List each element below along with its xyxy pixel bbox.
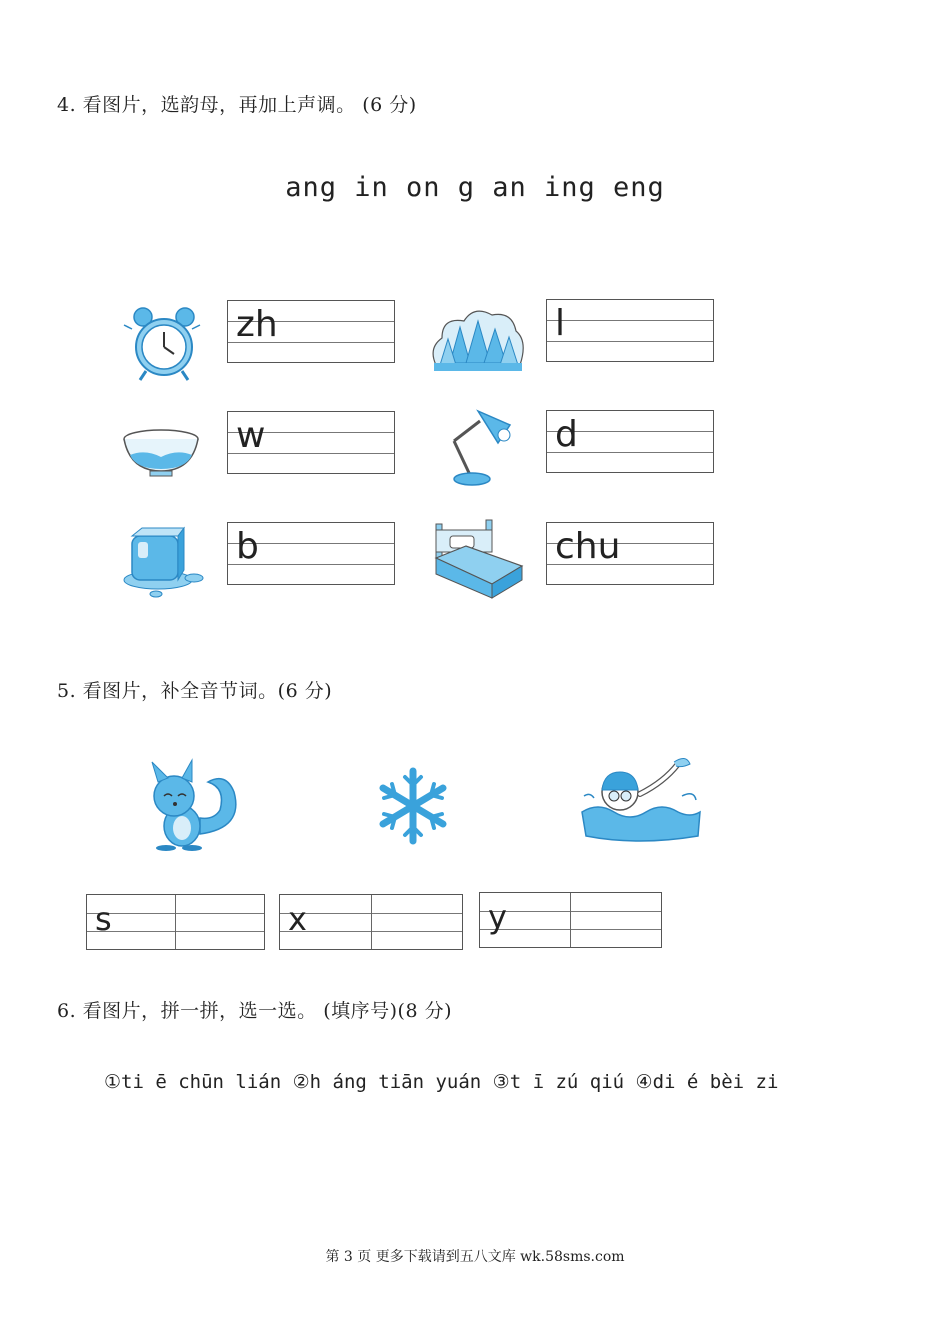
q4-title: 4. 看图片，选韵母，再加上声调。 (6 分) <box>57 94 417 116</box>
answer-grid[interactable] <box>546 410 714 473</box>
answer-grid[interactable] <box>546 299 714 362</box>
answer-grid[interactable] <box>86 894 265 950</box>
q4-vowel-options: ang in on g an ing eng <box>285 172 665 203</box>
swimmer-picture <box>578 752 704 844</box>
initial-letter: d <box>555 414 578 455</box>
initial-letter: zh <box>236 304 278 345</box>
answer-grid[interactable] <box>546 522 714 585</box>
q6-title: 6. 看图片，拼一拼，选一选。 (填序号)(8 分) <box>57 1000 452 1022</box>
answer-grid[interactable] <box>227 300 395 363</box>
answer-grid[interactable] <box>279 894 463 950</box>
page-footer: 第 3 页 更多下载请到五八文库 wk.58sms.com <box>325 1249 625 1265</box>
initial-letter: l <box>555 303 566 344</box>
bed-picture <box>432 518 526 600</box>
ice-cube-picture <box>118 522 206 602</box>
snowflake-picture <box>372 765 454 847</box>
forest-picture <box>428 303 528 378</box>
initial-letter: y <box>488 898 507 936</box>
initial-letter: w <box>236 415 266 456</box>
squirrel-picture <box>134 758 242 854</box>
answer-grid[interactable] <box>227 522 395 585</box>
initial-letter: x <box>288 900 307 938</box>
q6-pinyin-options: ①ti ē chūn lián ②h áng tiān yuán ③t ī zú qiú ④di é bèi zi <box>104 1071 779 1093</box>
answer-grid[interactable] <box>227 411 395 474</box>
bowl-picture <box>120 425 202 480</box>
alarm-clock-picture <box>118 305 206 385</box>
initial-letter: s <box>95 900 112 938</box>
desk-lamp-picture <box>440 405 518 487</box>
initial-letter: b <box>236 526 259 567</box>
answer-grid[interactable] <box>479 892 662 948</box>
q5-title: 5. 看图片，补全音节词。(6 分) <box>57 680 333 702</box>
initial-letter: chu <box>555 526 621 567</box>
